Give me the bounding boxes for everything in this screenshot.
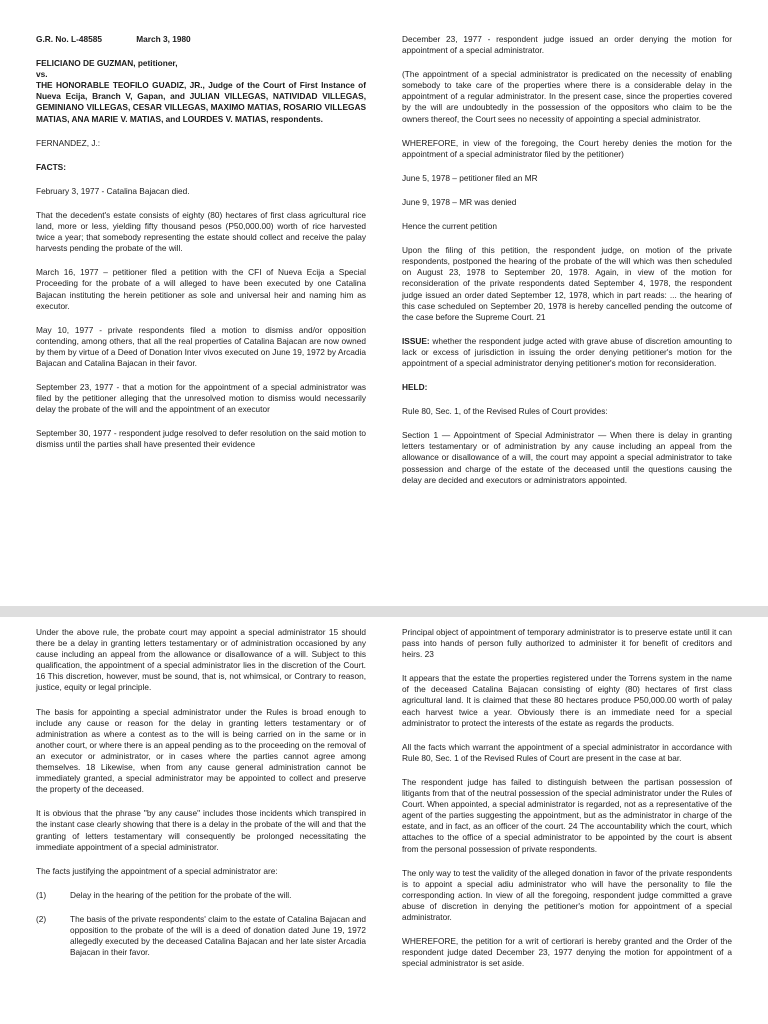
list-item-number: (1) — [36, 889, 47, 900]
case-caption — [36, 34, 366, 45]
facts-paragraph: December 23, 1977 - respondent judge issued an order denying the motion for appointment of a special administrator. — [402, 34, 732, 56]
list-item-text: The basis of the private respondents' claim to the estate of Catalina Bajacan and opposition to the probate of the will is a deed of donation dated June 19, 1972 allegedly executed by the deceased Catalina Bajacan and her late sister Arcadia Bajacan in their favor. — [70, 913, 366, 958]
case-date: March 3, 1980 — [136, 34, 191, 44]
petitioner-name: FELICIANO DE GUZMAN, petitioner, — [36, 58, 178, 69]
page-separator — [0, 606, 768, 617]
quoted-order: (The appointment of a special administrator is predicated on the necessity of enabling somebody to take care of the properties where there is a considerable delay in the appointment of a regular administrator. In the present case, since the properties covered by the will are undoubtedly in the possession of the oppositors who claim to be the owners thereof, the Court sees no necessity of appointing a special administrator. — [402, 69, 732, 124]
list-item-text: Delay in the hearing of the petition for the probate of the will. — [70, 889, 292, 900]
held-paragraph: Principal object of appointment of temporary administrator is to preserve estate until it can pass into hands of person fully authorized to administer it for benefit of creditors and heirs. 23 — [402, 627, 732, 660]
facts-paragraph: That the decedent's estate consists of eighty (80) hectares of first class agricultural rice land, more or less, yielding fifty thousand pesos (P50,000.00) worth of rice harvested twice a year; that somebody representing the estate should collect and receive the palay harvests pending the probate of the will. — [36, 209, 366, 254]
held-paragraph: Under the above rule, the probate court may appoint a special administrator 15 should there be a delay in granting letters testamentary or of administration occasioned by any cause including an appeal from the allowance or disallowance of a will. Subject to this qualification, the appointment of a special administrator lies in the discretion of the Court. 16 This discretion, however, must be sound, that is, not whimsical, or Contrary to reason, justice, equity or legal principle. — [36, 627, 366, 693]
document-page-2 — [0, 617, 768, 1024]
facts-paragraph: March 16, 1977 – petitioner filed a petition with the CFI of Nueva Ecija a Special Proceeding for the probate of a will alleged to have been executed by one Catalina Bajacan instituting the herein petitioner as sole and universal heir and naming him as executor. — [36, 267, 366, 311]
dispositive-paragraph: WHEREFORE, the petition for a writ of certiorari is hereby granted and the Order of the respondent judge dated December 23, 1977 denying the motion for appointment of a special administrator is set aside. — [402, 936, 732, 969]
held-heading: HELD: — [402, 382, 428, 393]
held-paragraph: It appears that the estate the properties registered under the Torrens system in the name of the deceased Catalina Bajacan consisting of eighty (80) hectares of first class agricultural land. It is claimed that these 80 hectares produce P50,000.00 worth of palay each harvest twice a year. Obviously there is an immediate need for a special administrator to protect the interests of the estate as regards the products. — [402, 673, 732, 728]
list-item-number: (2) — [36, 913, 47, 924]
page-1-right-column — [402, 34, 732, 499]
list-item — [36, 890, 366, 901]
case-number: G.R. No. L-48585 — [36, 34, 102, 44]
list-item — [36, 914, 366, 958]
rule-quote: Section 1 — Appointment of Special Administrator — When there is delay in granting letters testamentary or of administration by any cause including an appeal from the allowance or disallowance of a will, the court may appoint a special administrator to take possession and charge of the estate of the deceased until the questions causing the delay are decided and executors or administrators appointed. — [402, 430, 732, 485]
quoted-order-dispositive: WHEREFORE, in view of the foregoing, the Court hereby denies the motion for the appointment of a special administrator filed by the petitioner) — [402, 137, 732, 159]
held-paragraph: All the facts which warrant the appointment of a special administrator in accordance with Rule 80, Sec. 1 of the Revised Rules of Court are present in the case at bar. — [402, 741, 732, 763]
issue-paragraph — [402, 336, 732, 369]
facts-paragraph: September 23, 1977 - that a motion for the appointment of a special administrator was filed by the petitioner alleging that the unresolved motion to dismiss would necessarily delay the probate of the will and the appointment of an executor — [36, 382, 366, 415]
facts-paragraph: February 3, 1977 - Catalina Bajacan died. — [36, 185, 190, 196]
held-paragraph: The respondent judge has failed to distinguish between the partisan possession of litigants from that of the neutral possession of the special administrator under the Rules of Court. When appointed, a special administrator is regarded, not as a representative of the agent of the parties suggesting the appointment, but as the administrator in charge of the estate, and in fact, as an officer of the court. 24 The accountability which the court, which attaches to the office of a special administrator to be appointed by the court is absent from the personal possession of private respondents. — [402, 776, 732, 854]
held-paragraph: The only way to test the validity of the alleged donation in favor of the private respondents is to appoint a special adiu administrator who will have the personality to file the corresponding action. In view of all the foregoing, respondent judge committed a grave abuse of discretion in denying the petitioner's motion for appointment of a special administrator. — [402, 867, 732, 922]
facts-paragraph: June 5, 1978 – petitioner filed an MR — [402, 172, 538, 183]
held-paragraph: It is obvious that the phrase "by any cause" includes those incidents which transpired in the instant case clearly showing that there is a delay in the probate of the will and that the granting of letters testamentary will consequently be prolonged necessitating the immediate appointment of a special administrator. — [36, 808, 366, 852]
page-2-right-column — [402, 627, 732, 982]
facts-paragraph: May 10, 1977 - private respondents filed a motion to dismiss and/or opposition contending, among others, that all the real properties of Catalina Bajacan are now owned by them by virtue of a Deed of Donation Inter vivos executed on June 19, 1972 by Arcadia Bajacan and Catalina Bajacan in their favor. — [36, 324, 366, 368]
page-2-left-column — [36, 627, 366, 971]
versus-label: vs. — [36, 69, 48, 80]
held-paragraph: The basis for appointing a special administrator under the Rules is broad enough to include any cause or reason for the delay in granting letters testamentary or of administration as where a contest as to the will is being carried on in the same or in another court, or where there is an appeal pending as to the proceeding on the removal of an executor or administrator, or in cases where the parties cannot agree among themselves. 18 Likewise, when from any cause general administration cannot be immediately granted, a special administrator may be appointed to collect and preserve the property of the deceased. — [36, 706, 366, 795]
facts-paragraph: June 9, 1978 – MR was denied — [402, 196, 517, 207]
facts-paragraph: September 30, 1977 - respondent judge resolved to defer resolution on the said motion to dismiss until the parties shall have presented their evidence — [36, 428, 366, 450]
page-1-left-column — [36, 34, 366, 464]
facts-paragraph: Upon the filing of this petition, the respondent judge, on motion of the private respondents, postponed the hearing of the probate of the will which was then scheduled on August 23, 1978 to September 20, 1978. Again, in view of the motion for reconsideration of the private respondents dated September 4, 1978, the respondent judge issued an order dated September 12, 1978, which in part reads: ... the hearing of this case scheduled on September 20, 1978 is hereby cancelled pending the outcome of the case before the Supreme Court. 21 — [402, 245, 732, 322]
ponente: FERNANDEZ, J.: — [36, 137, 101, 148]
held-paragraph: The facts justifying the appointment of a special administrator are: — [36, 865, 278, 876]
respondents-names: THE HONORABLE TEOFILO GUADIZ, JR., Judge of the Court of First Instance of Nueva Ecija, Branch V, Gapan, and JULIAN VILLEGAS, NATIVIDAD VILLEGAS, GEMINIANO VILLEGAS, CESAR VILLEGAS, MAXIMO MATIAS, ROSARIO VILLEGAS MATIAS, ANA MARIE V. MATIAS, and LOURDES V. MATIAS, respondents. — [36, 80, 366, 124]
facts-heading: FACTS: — [36, 161, 66, 172]
issue-text: whether the respondent judge acted with grave abuse of discretion amounting to lack or excess of jurisdiction in issuing the order denying petitioner's motion for the appointment of a special administrator denying petitioner's motion for reconsideration. — [402, 335, 732, 368]
facts-paragraph: Hence the current petition — [402, 221, 498, 232]
issue-label: ISSUE: — [402, 335, 430, 346]
held-paragraph: Rule 80, Sec. 1, of the Revised Rules of Court provides: — [402, 406, 608, 417]
